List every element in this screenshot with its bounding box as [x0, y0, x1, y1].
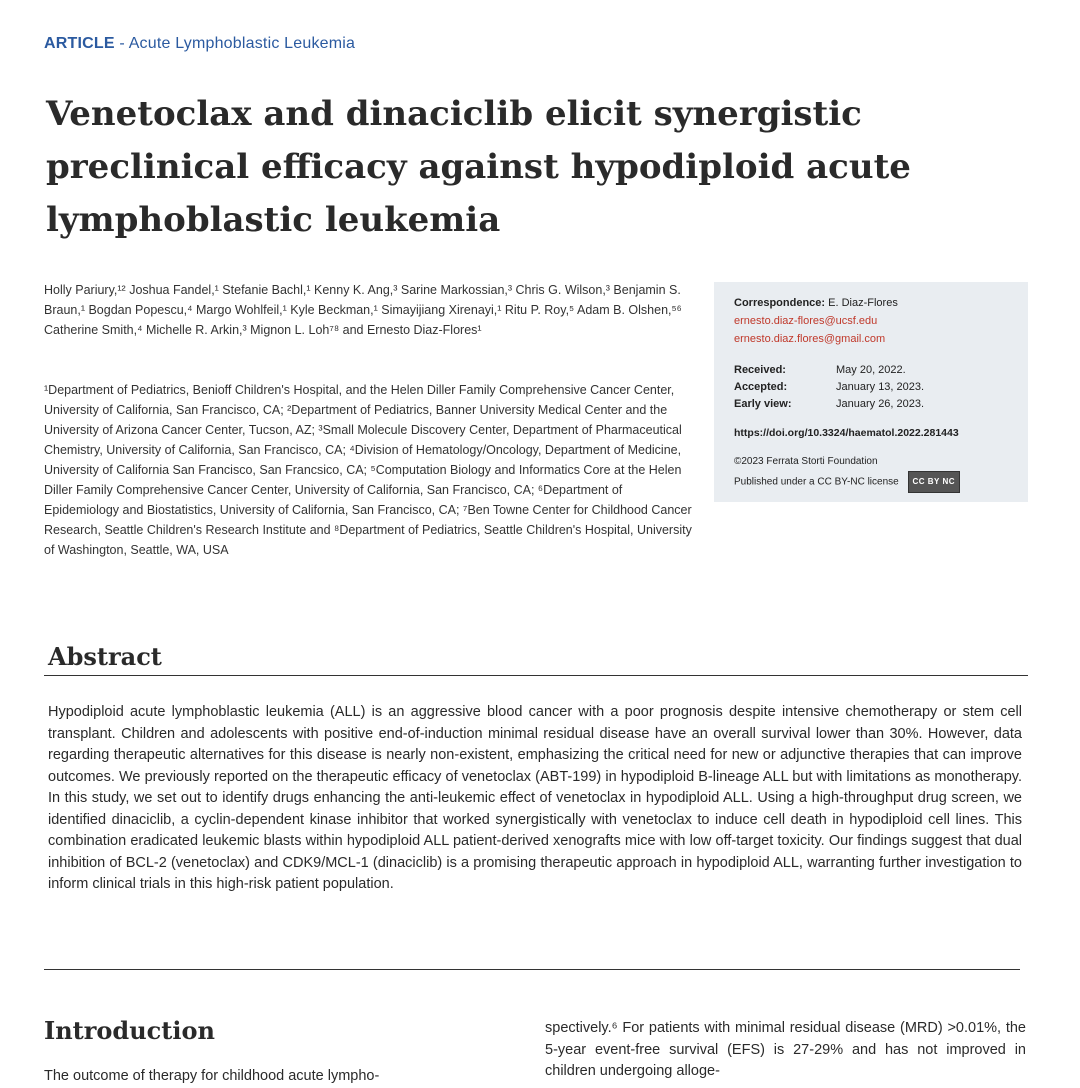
accepted-date: January 13, 2023. [836, 381, 925, 393]
correspondence [734, 294, 1010, 312]
correspondence-email-2[interactable]: ernesto.diaz.flores@gmail.com [734, 333, 886, 345]
article-dates [734, 362, 1010, 413]
accepted-label: Accepted: [734, 381, 788, 393]
received-label: Received: [734, 364, 786, 376]
copyright-notice [734, 453, 1010, 493]
article-title: Venetoclax and dinaciclib elicit synergistic preclinical efficacy against hypodiploid acute lymphoblastic leukemia [46, 94, 911, 240]
article-topic: Acute Lymphoblastic Leukemia [128, 35, 356, 52]
license-text: Published under a CC BY-NC license [734, 476, 899, 488]
abstract-bottom-rule [44, 969, 1020, 970]
correspondence-email-1[interactable]: ernesto.diaz-flores@ucsf.edu [734, 315, 878, 327]
article-kind: ARTICLE [44, 35, 115, 52]
affiliation-list: ¹Department of Pediatrics, Benioff Children's Hospital, and the Helen Diller Family Comprehensive Cancer Center, University of California, San Francisco, CA; ²Department of Pediatrics, Banner University Medical Center and the University of Arizona Cancer Center, Tucson, AZ; ³Small Molecule Discovery Center, Department of Pharmaceutical Chemistry, University of California, San Francisco, CA; ⁴Division of Hematology/Oncology, Department of Medicine, University of California San Francisco, San Francsico, CA; ⁵Computation Biology and Informatics Core at the Helen Diller Family Comprehensive Cancer Center, University of California, San Francisco, CA; ⁶Department of Epidemiology and Biostatistics, University of California, San Francisco, CA; ⁷Ben Towne Center for Childhood Cancer Research, Seattle Children's Research Institute and ⁸Department of Pediatrics, Seattle Children's Hospital, University of Washington, Seattle, WA, USA [44, 383, 692, 557]
abstract-top-rule [44, 675, 1028, 676]
correspondence-name: E. Diaz-Flores [828, 297, 898, 309]
early-view-date-row [734, 396, 1010, 413]
doi-link[interactable]: https://doi.org/10.3324/haematol.2022.281443 [734, 427, 959, 439]
abstract-heading: Abstract [48, 642, 162, 671]
early-view-label: Early view: [734, 398, 792, 410]
received-date-row [734, 362, 1010, 379]
article-category [44, 35, 355, 53]
early-view-date: January 26, 2023. [836, 398, 925, 410]
cc-license-icon[interactable]: CC BY NC [908, 471, 961, 493]
received-date: May 20, 2022. [836, 364, 906, 376]
introduction-left-column: The outcome of therapy for childhood acute lympho- [44, 1068, 380, 1084]
license-line [734, 471, 1010, 493]
article-info-box [714, 282, 1028, 502]
accepted-date-row [734, 379, 1010, 396]
correspondence-label: Correspondence: [734, 297, 826, 309]
category-separator: - [119, 35, 125, 52]
author-list: Holly Pariury,¹² Joshua Fandel,¹ Stefanie Bachl,¹ Kenny K. Ang,³ Sarine Markossian,³ Chris G. Wilson,³ Benjamin S. Braun,¹ Bogdan Popescu,⁴ Margo Wohlfeil,¹ Kyle Beckman,¹ Simayijiang Xirenayi,¹ Ritu P. Roy,⁵ Adam B. Olshen,⁵⁶ Catherine Smith,⁴ Michelle R. Arkin,³ Mignon L. Loh⁷⁸ and Ernesto Diaz-Flores¹ [44, 283, 682, 337]
copyright-line: ©2023 Ferrata Storti Foundation [734, 456, 878, 467]
abstract-text: Hypodiploid acute lymphoblastic leukemia (ALL) is an aggressive blood cancer with a poor prognosis despite intensive chemotherapy or stem cell transplant. Children and adolescents with positive end-of-induction minimal residual disease have an overall survival lower than 30%. However, data regarding therapeutic alternatives for this disease is nearly non-existent, emphasizing the critical need for new or adjunctive therapies that can improve outcomes. We previously reported on the therapeutic efficacy of venetoclax (ABT-199) in hypodiploid B-lineage ALL but with limitations as monotherapy. In this study, we set out to identify drugs enhancing the anti-leukemic effect of venetoclax in hypodiploid ALL. Using a high-throughput drug screen, we identified dinaciclib, a cyclin-dependent kinase inhibitor that worked synergistically with venetoclax to induce cell death in hypodiploid cell lines. This combination eradicated leukemic blasts within hypodiploid ALL patient-derived xenografts mice with low off-target toxicity. Our findings suggest that dual inhibition of BCL-2 (venetoclax) and CDK9/MCL-1 (dinaciclib) is a promising therapeutic approach in hypodiploid ALL, warranting further investigation to inform clinical trials in this high-risk patient population. [48, 704, 1022, 892]
introduction-right-column: spectively.⁶ For patients with minimal residual disease (MRD) >0.01%, the 5-year event-free survival (EFS) is 27-29% and has not improved in children undergoing alloge- [545, 1020, 1026, 1079]
introduction-heading: Introduction [44, 1016, 215, 1045]
